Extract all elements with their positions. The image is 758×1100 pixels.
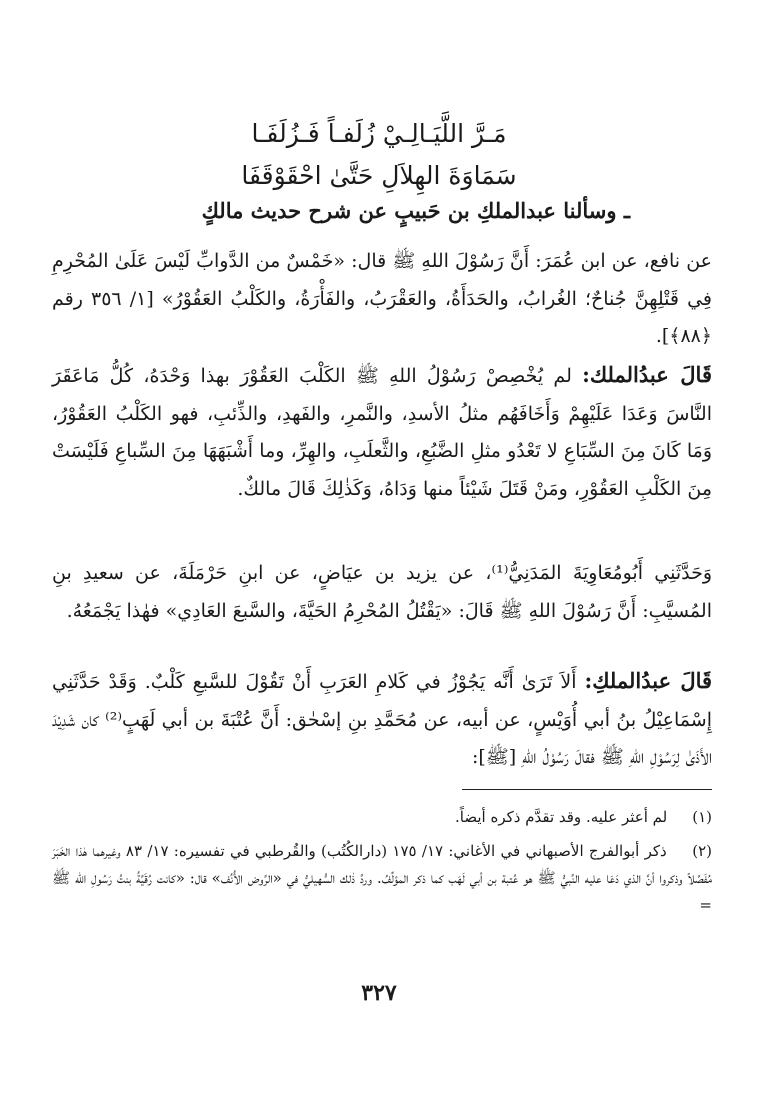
paragraph-hadith-nafi <box>52 243 712 356</box>
paragraph-text: وَحَدَّثَنِي أَبُومُعَاوِيَةَ المَدَنِيُّ⁽¹⁾، عن يزيد بن عيَاضٍ، عن ابنِ حَرْمَلَةَ، عن سعيدِ بنِ المُسيَّبِ: أَنَّ رَسُوْلَ اللهِ ﷺ قَالَ: «يَقْتُلُ المُحْرِمُ الحَيَّةَ، والسَّبعَ العَادِي» فهٰذا يَجْمَعُهُ. <box>52 562 712 622</box>
paragraph-text: أَلاَ تَرَىٰ أَنَّه يَجُوْزُ في كَلامِ العَرَبِ أَنْ تَقُوْلَ للسَّبعِ كَلْبٌ. وَقَدْ حَدَّثَنِي إِسْمَاعِيْلُ بنُ أبي أُوَيْسٍ، عن أبيه، عن مُحَمَّدِ بنِ إسْحٰق: أَنَّ عُتْبَةَ بن أبي لَهَبٍ⁽²⁾ كان شَدِيْدَ الأَذَىٰ لِرَسُوْلِ اللهِ ﷺ فقالَ رَسُوْلُ اللهِ [ﷺ]: <box>52 671 712 768</box>
footnote-text: ذكر أبوالفرج الأصبهاني في الأغاني: ١٧/ ١٧٥ (دارالكُتُب) والقُرطبي في تفسيره: ١٧/ ٨٣ وغيرهما هٰذا الخَبَرَ مُفَصَّلاً وذكروا أنَّ الذي دَعَا عليه النَّبيُّ ﷺ هو عُتبة بن أبي لَهَب كما ذكر المؤلِّفُ. وردَّ ذٰلك السُّهيليُّ في «الرَّوض الأُنُف» قال: «كانت رُقَيَّةُ بنتُ رَسُولِ الله ﷺ = <box>52 842 712 914</box>
poem-line-1: مَـرَّ اللَّيَـالِـيْ زُلَفـاً فَـزُلَفَـا <box>251 119 507 148</box>
paragraph-abdulmalik-lahab <box>52 662 712 777</box>
section-heading: ـ وسألنا عبدالملكِ بن حَبيبٍ عن شرح حديث مالكٍ <box>201 198 630 223</box>
footnote-text: لم أعثر عليه. وقد تقدَّم ذكره أيضاً. <box>455 808 668 826</box>
speaker-label: قَالَ عبدُالملك: <box>582 362 712 387</box>
paragraph-hadith-musayyib <box>52 555 712 630</box>
footnote-2 <box>52 838 712 919</box>
paragraph-abdulmalik-commentary <box>52 356 712 508</box>
footnote-divider <box>462 789 712 790</box>
poem-line-2: سَمَاوَةَ الهِلاَلِ حَتَّىٰ احْقَوْقَفَا <box>241 161 517 190</box>
page-number: ٣٢٧ <box>361 980 397 1006</box>
footnote-number: (٢) <box>692 842 712 860</box>
paragraph-text: لم يُخْصِصْ رَسُوْلُ اللهِ ﷺ الكَلْبَ العَقُوْرَ بهذا وَحْدَهُ، كُلُّ مَاعَقَرَ النَّاسَ وَعَدَا عَلَيْهِمْ وَأَخَافَهُم مثلُ الأسدِ، والنَّمرِ، والفَهدِ، والذِّئبِ، فهو الكَلْبُ العَقُوْرُ، وَمَا كَانَ مِنَ السِّبَاعِ لا تَعْدُو مثلِ الضَّبُعِ، والثَّعلَبِ، والهِرِّ، وما أَشْبَهَهَا مِنَ السِّباعِ فَلَيْسَتْ مِنَ الكَلْبِ العَقُوْرِ، ومَنْ قَتَلَ شَيْئاً منها وَدَاهُ، وَكَذٰلِكَ قَالَ مالكٌ. <box>52 365 712 500</box>
footnote-number: (١) <box>692 808 712 826</box>
paragraph-text: عن نافع، عن ابن عُمَرَ: أَنَّ رَسُوْلَ اللهِ ﷺ قال: «خَمْسٌ من الدَّوابِّ لَيْسَ عَلَىٰ المُحْرِمِ فِي قَتْلِهِنَّ جُناحٌ؛ الغُرابُ، والحَدَأَةُ، والعَقْرَبُ، والفَأْرَةُ، والكَلْبُ العَقُوْرُ» [١/ ٣٥٦ رقم ﴿٨٨﴾]. <box>52 250 712 347</box>
footnote-1 <box>52 804 712 831</box>
speaker-label: قَالَ عبدُالملكِ: <box>584 668 713 693</box>
